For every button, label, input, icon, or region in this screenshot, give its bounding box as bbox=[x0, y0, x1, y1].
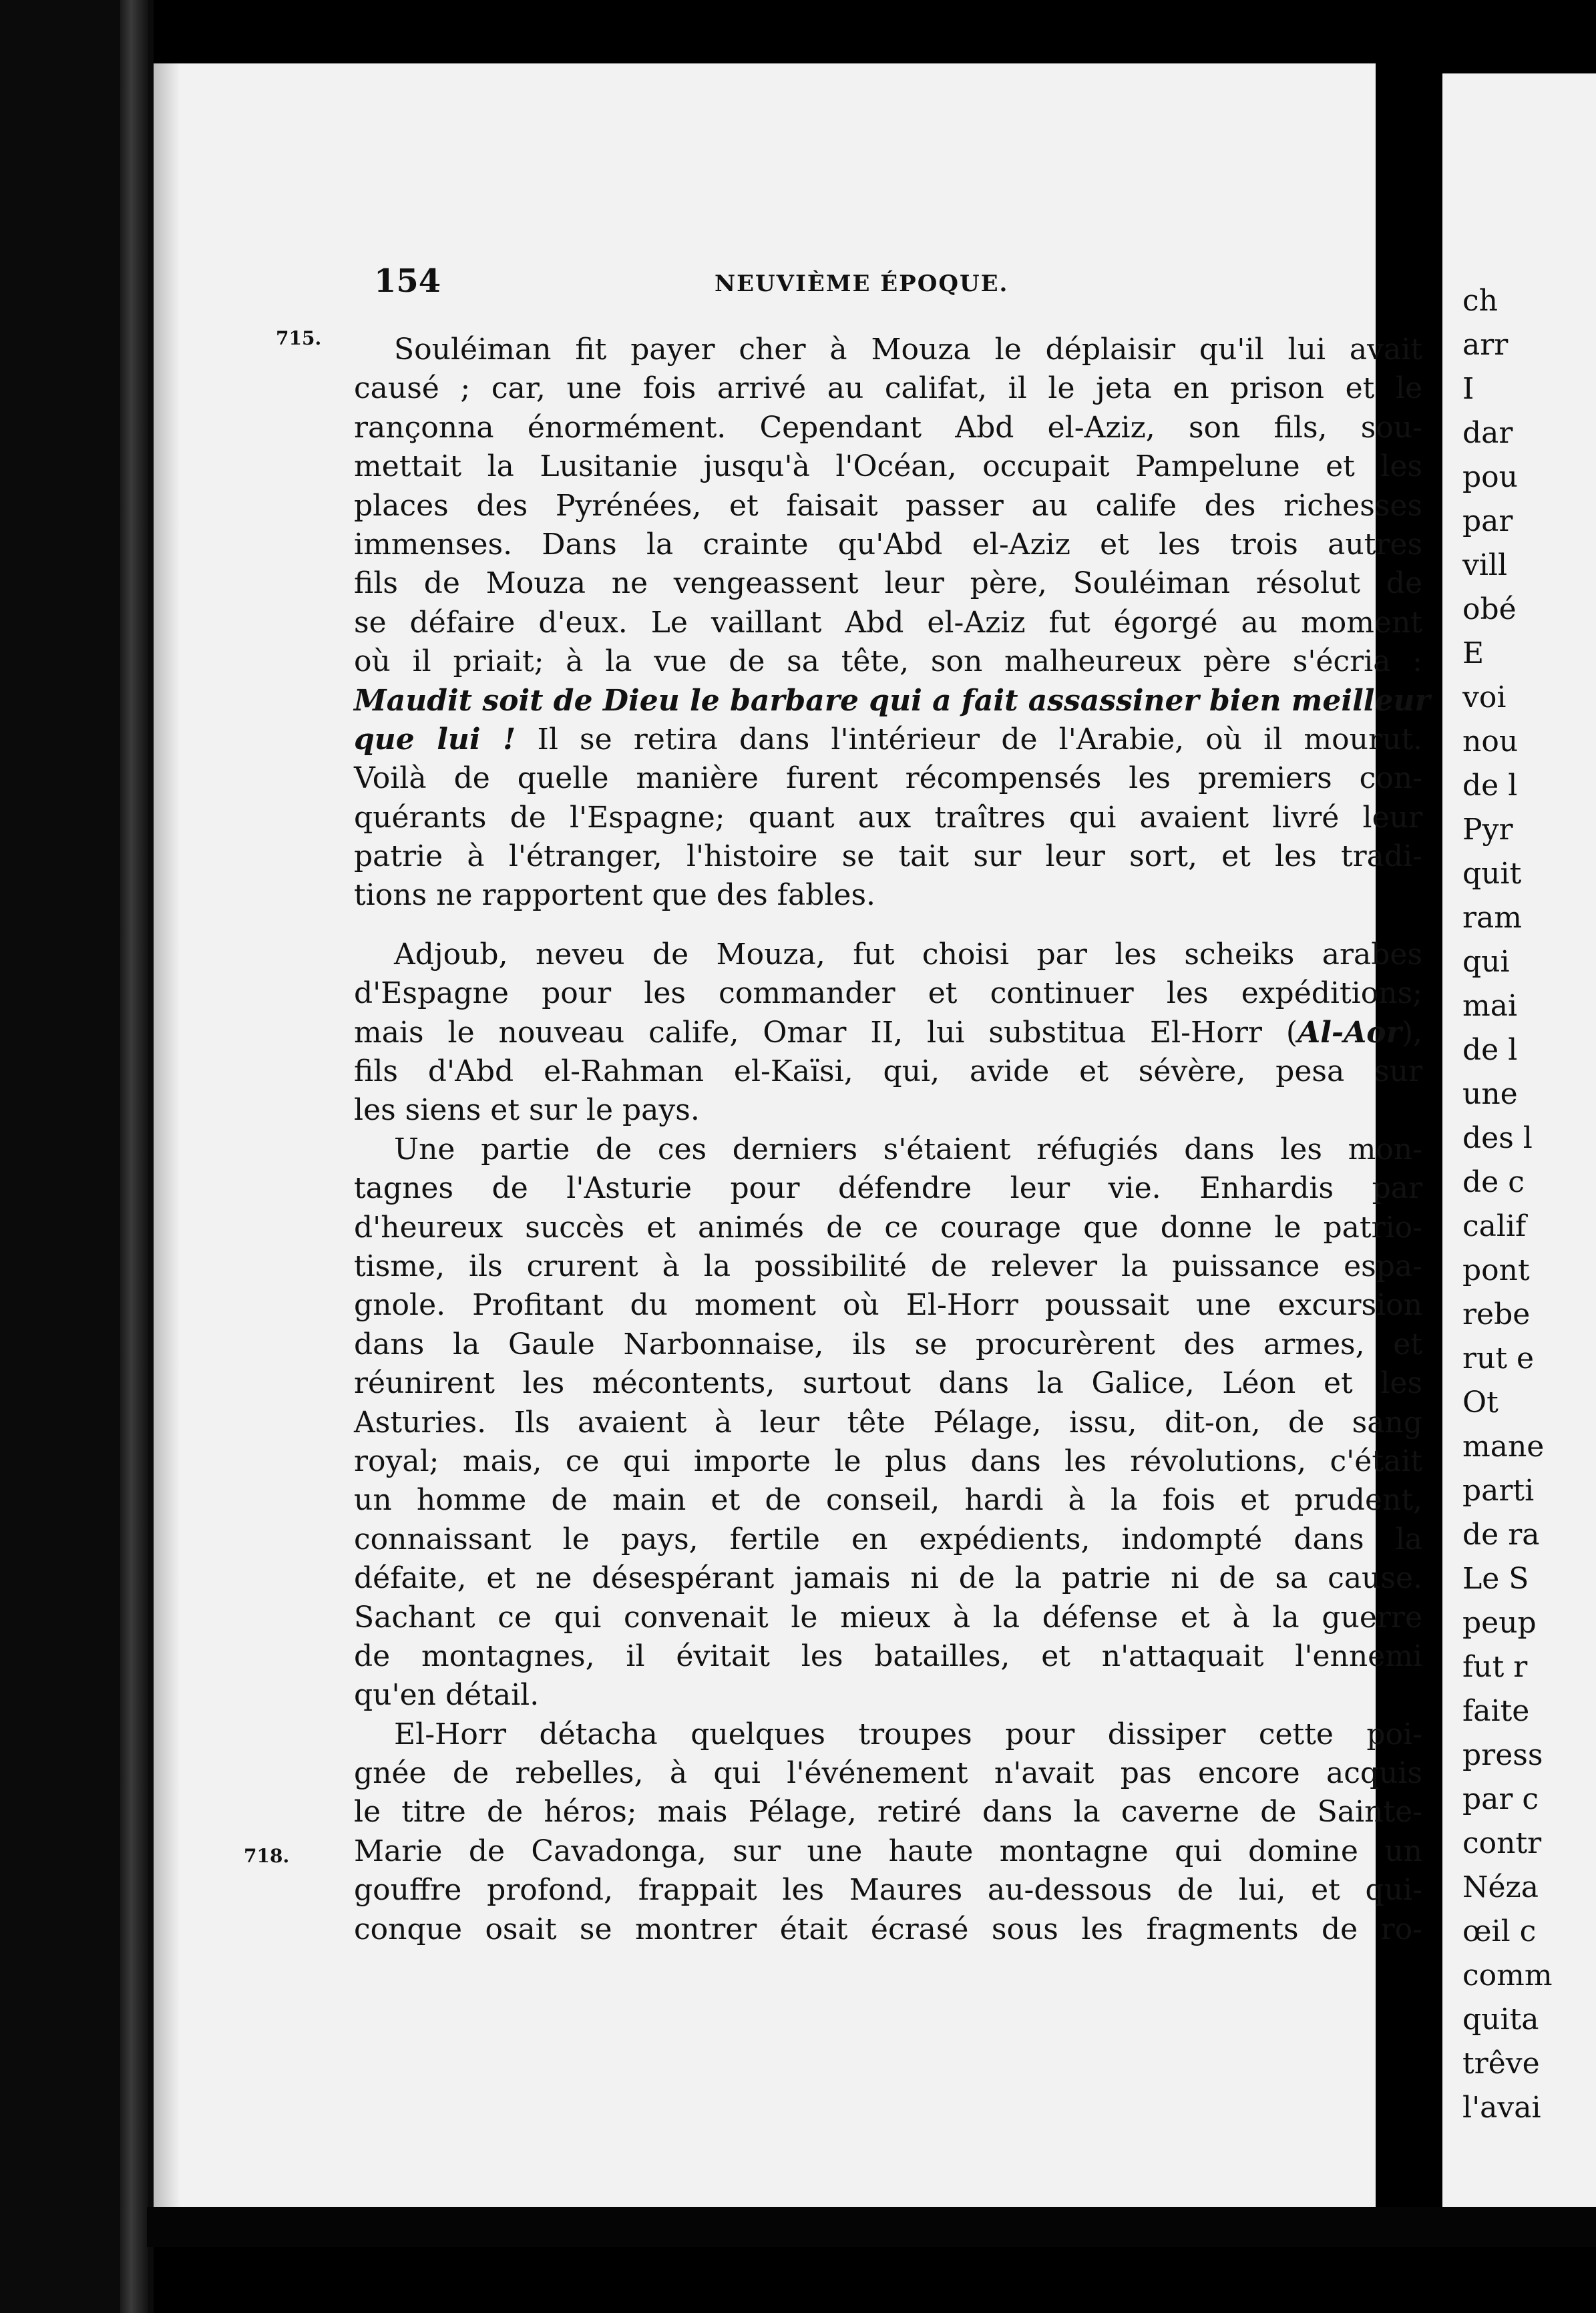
text-line: gnée de rebelles, à qui l'événement n'avait pas encore acquis bbox=[354, 1756, 1422, 1791]
text-line: Adjoub, neveu de Mouza, fut choisi par les scheiks arabes bbox=[394, 937, 1422, 972]
next-page-fragment: ram bbox=[1462, 901, 1522, 935]
text-line: gouffre profond, frappait les Maures au-dessous de lui, et qui- bbox=[354, 1873, 1422, 1908]
text-line: le titre de héros; mais Pélage, retiré dans la caverne de Sainte- bbox=[354, 1795, 1422, 1830]
next-page-fragment: comm bbox=[1462, 1958, 1553, 1992]
text-line: El-Horr détacha quelques troupes pour dissiper cette poi- bbox=[394, 1717, 1422, 1751]
text-line: réunirent les mécontents, surtout dans la Galice, Léon et les bbox=[354, 1366, 1422, 1401]
next-page-fragment: mane bbox=[1462, 1430, 1545, 1464]
next-page-fragment: I bbox=[1462, 372, 1474, 406]
text-line: tagnes de l'Asturie pour défendre leur vie. Enhardis par bbox=[354, 1171, 1422, 1206]
next-page-fragment: par bbox=[1462, 504, 1513, 538]
next-page-fragment: qui bbox=[1462, 945, 1510, 979]
text-line: Asturies. Ils avaient à leur tête Pélage, issu, dit-on, de sang bbox=[354, 1405, 1422, 1440]
next-page-fragment: de ra bbox=[1462, 1518, 1540, 1552]
next-page-fragment: Néza bbox=[1462, 1870, 1539, 1904]
text-line: Marie de Cavadonga, sur une haute montagne qui domine un bbox=[354, 1834, 1422, 1868]
paragraph bbox=[354, 1130, 1422, 1715]
next-page-fragment: Ot bbox=[1462, 1386, 1499, 1420]
text-line: mettait la Lusitanie jusqu'à l'Océan, occupait Pampelune et les bbox=[354, 449, 1422, 484]
next-page-fragment: par c bbox=[1462, 1782, 1539, 1816]
next-page-fragment: des l bbox=[1462, 1121, 1533, 1155]
next-page-fragment: ch bbox=[1462, 284, 1498, 318]
text-line: connaissant le pays, fertile en expédients, indompté dans la bbox=[354, 1522, 1422, 1556]
text-line: qu'en détail. bbox=[354, 1678, 540, 1713]
next-page-fragment: contr bbox=[1462, 1826, 1542, 1860]
text-line: tisme, ils crurent à la possibilité de relever la puissance espa- bbox=[354, 1249, 1422, 1283]
text-line: où il priait; à la vue de sa tête, son malheureux père s'écria : bbox=[354, 644, 1422, 679]
next-page-fragment: quita bbox=[1462, 2003, 1539, 2037]
text-line: rançonna énormément. Cependant Abd el-Aziz, son fils, sou- bbox=[354, 410, 1422, 445]
next-page-fragment: peup bbox=[1462, 1606, 1537, 1640]
next-page-fragment: arr bbox=[1462, 328, 1509, 362]
paragraph bbox=[354, 331, 1430, 915]
next-page-edge bbox=[1442, 73, 1596, 2224]
next-page-fragment: œil c bbox=[1462, 1914, 1537, 1948]
next-page-fragment: pont bbox=[1462, 1253, 1530, 1287]
book-page bbox=[154, 63, 1430, 2210]
text-line: se défaire d'eux. Le vaillant Abd el-Aziz fut égorgé au moment bbox=[354, 605, 1422, 640]
next-page-fragment: trêve bbox=[1462, 2047, 1540, 2081]
next-page-fragment: dar bbox=[1462, 416, 1513, 450]
text-line: conque osait se montrer était écrasé sous les fragments de ro- bbox=[354, 1912, 1422, 1946]
next-page-fragment: l'avai bbox=[1462, 2091, 1541, 2125]
next-page-fragment: une bbox=[1462, 1077, 1518, 1111]
next-page-fragment: rebe bbox=[1462, 1297, 1531, 1331]
scan-bottom-edge bbox=[147, 2207, 1596, 2247]
running-head: NEUVIÈME ÉPOQUE. bbox=[715, 270, 1009, 297]
text-line: immenses. Dans la crainte qu'Abd el-Aziz et les trois autres bbox=[354, 527, 1422, 562]
text-line: royal; mais, ce qui importe le plus dans les révolutions, c'était bbox=[354, 1444, 1422, 1478]
next-page-fragment: Le S bbox=[1462, 1562, 1529, 1596]
text-line: places des Pyrénées, et faisait passer au calife des richesses bbox=[354, 488, 1422, 523]
next-page-fragment: mai bbox=[1462, 989, 1518, 1023]
margin-date-718: 718. bbox=[244, 1845, 290, 1867]
next-page-fragment: parti bbox=[1462, 1474, 1535, 1508]
text-line: patrie à l'étranger, l'histoire se tait sur leur sort, et les tradi- bbox=[354, 839, 1422, 874]
margin-date-715: 715. bbox=[276, 327, 322, 349]
text-line: les siens et sur le pays. bbox=[354, 1093, 700, 1128]
next-page-fragment: press bbox=[1462, 1738, 1543, 1772]
next-page-fragment: de c bbox=[1462, 1165, 1525, 1199]
text-line: d'heureux succès et animés de ce courage que donne le patrio- bbox=[354, 1210, 1422, 1245]
text-line: défaite, et ne désespérant jamais ni de la patrie ni de sa cause. bbox=[354, 1561, 1422, 1596]
next-page-fragment: E bbox=[1462, 636, 1484, 670]
text-line bbox=[354, 720, 1422, 759]
next-page-fragment: vill bbox=[1462, 548, 1508, 582]
text-line: Une partie de ces derniers s'étaient réfugiés dans les mon- bbox=[394, 1132, 1422, 1167]
next-page-fragment: faite bbox=[1462, 1694, 1530, 1728]
italic-quote-line: Maudit soit de Dieu le barbare qui a fait assassiner bien meilleur bbox=[354, 683, 1430, 718]
body-text bbox=[354, 331, 1430, 1949]
italic-name: Al-Aor bbox=[1298, 1015, 1402, 1050]
text-line: gnole. Profitant du moment où El-Horr poussait une excursion bbox=[354, 1288, 1422, 1323]
next-page-fragment: Pyr bbox=[1462, 813, 1513, 847]
next-page-fragment: obé bbox=[1462, 592, 1517, 626]
text-line: de montagnes, il évitait les batailles, et n'attaquait l'ennemi bbox=[354, 1639, 1422, 1673]
text-line: fils de Mouza ne vengeassent leur père, Souléiman résolut de bbox=[354, 566, 1422, 601]
next-page-fragment: fut r bbox=[1462, 1650, 1528, 1684]
next-page-fragment: quit bbox=[1462, 857, 1522, 891]
text-span: ), bbox=[1401, 1015, 1422, 1050]
text-line: un homme de main et de conseil, hardi à la fois et prudent, bbox=[354, 1483, 1422, 1518]
page-header bbox=[374, 262, 1309, 302]
text-line: Sachant ce qui convenait le mieux à la défense et à la guerre bbox=[354, 1600, 1422, 1635]
text-line: dans la Gaule Narbonnaise, ils se procurèrent des armes, et bbox=[354, 1327, 1422, 1361]
next-page-fragment: rut e bbox=[1462, 1341, 1535, 1376]
text-line: Souléiman fit payer cher à Mouza le déplaisir qu'il lui avait bbox=[394, 333, 1422, 367]
paragraph bbox=[354, 1715, 1422, 1949]
text-line: causé ; car, une fois arrivé au califat, il le jeta en prison et le bbox=[354, 371, 1422, 406]
next-page-fragment: calif bbox=[1462, 1209, 1527, 1243]
binding-shadow bbox=[120, 0, 148, 2313]
text-line: tions ne rapportent que des fables. bbox=[354, 878, 876, 913]
text-line: Voilà de quelle manière furent récompensés les premiers con- bbox=[354, 761, 1422, 796]
paragraph bbox=[354, 935, 1422, 1130]
page-number: 154 bbox=[374, 262, 441, 300]
page-gutter-shade bbox=[154, 63, 180, 2210]
next-page-fragment: nou bbox=[1462, 724, 1519, 759]
text-line: d'Espagne pour les commander et continuer les expéditions; bbox=[354, 976, 1422, 1011]
text-span: Il se retira dans l'intérieur de l'Arabie, où il mourut. bbox=[516, 722, 1422, 757]
next-page-fragment: de l bbox=[1462, 769, 1518, 803]
next-page-fragment: voi bbox=[1462, 680, 1507, 714]
text-line bbox=[354, 1014, 1422, 1052]
italic-quote-end: que lui ! bbox=[354, 722, 516, 757]
text-line: fils d'Abd el-Rahman el-Kaïsi, qui, avide et sévère, pesa sur bbox=[354, 1054, 1422, 1089]
text-line: quérants de l'Espagne; quant aux traîtres qui avaient livré leur bbox=[354, 800, 1422, 835]
text-span: mais le nouveau calife, Omar II, lui substitua El-Horr ( bbox=[354, 1015, 1298, 1050]
next-page-fragment: pou bbox=[1462, 460, 1518, 494]
next-page-fragment: de l bbox=[1462, 1033, 1518, 1067]
